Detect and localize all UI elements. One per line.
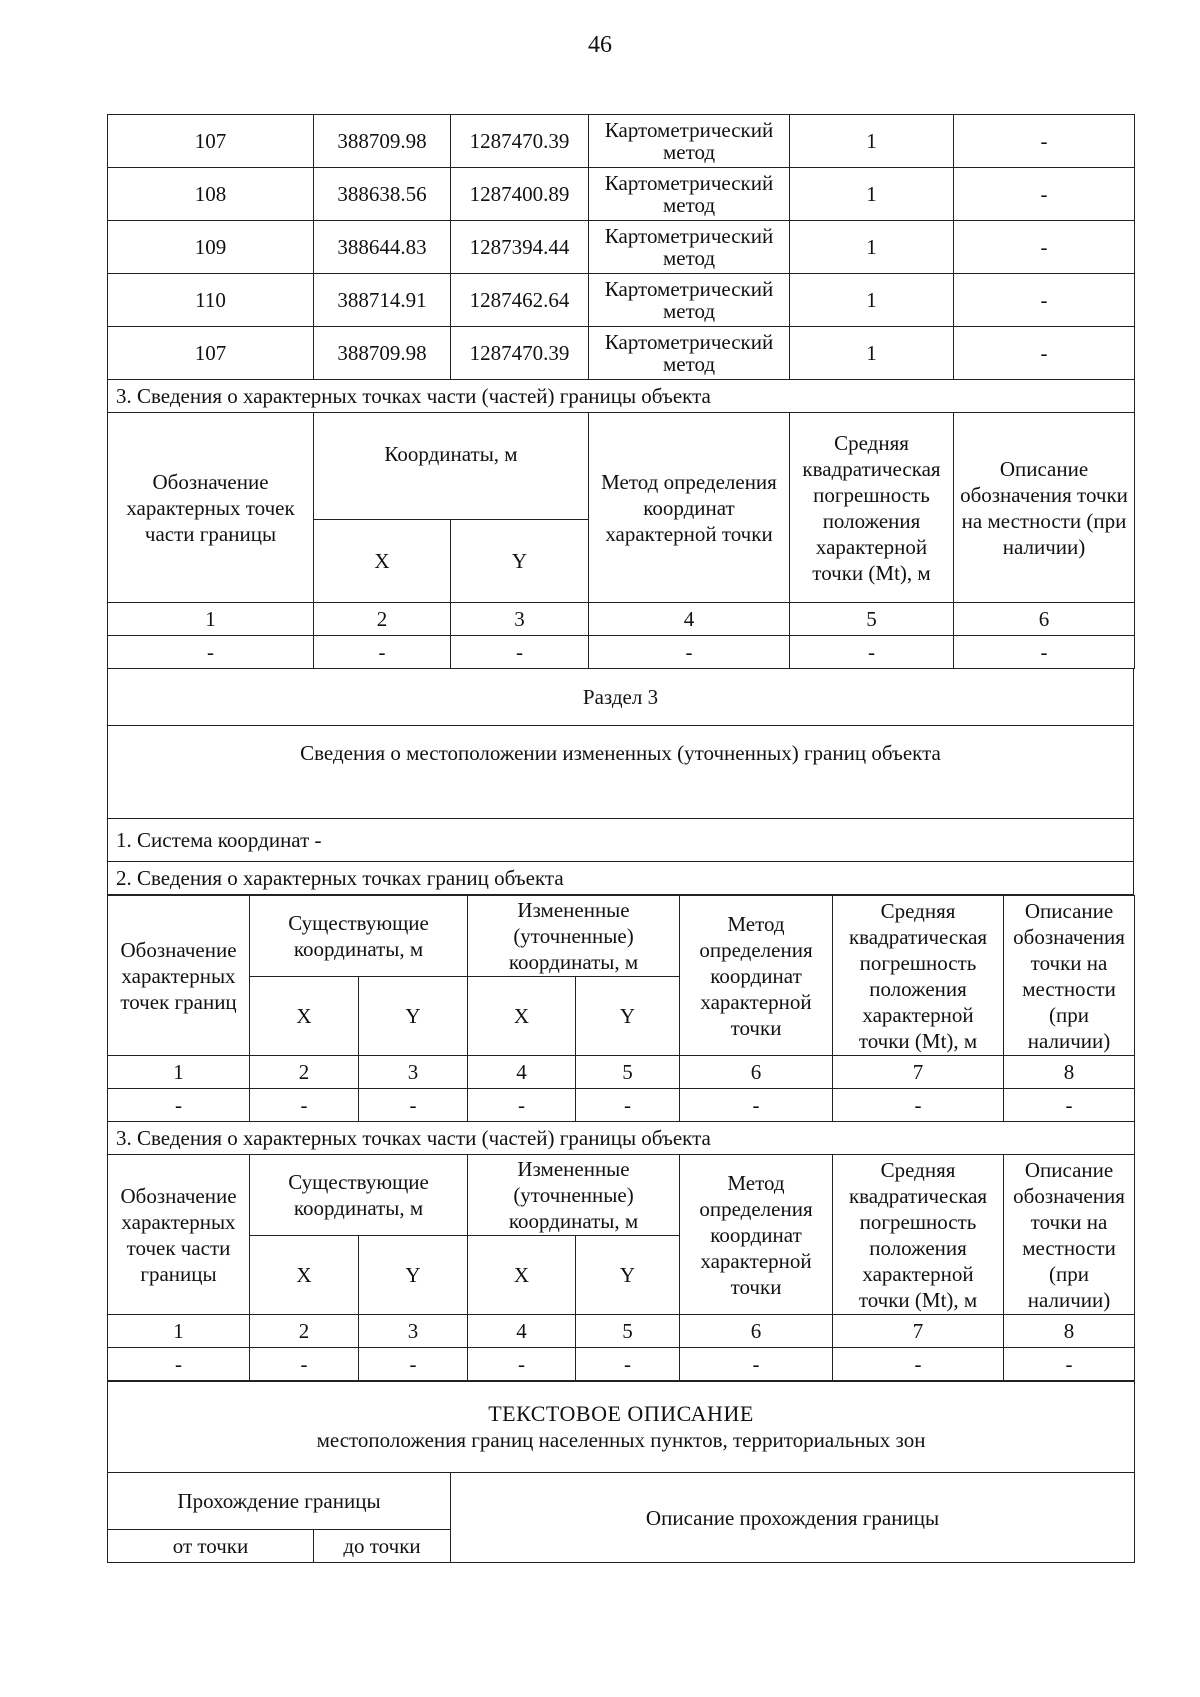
empty-data-row-cell: - — [790, 636, 954, 669]
point-number: 107 — [108, 115, 314, 168]
column-numbers-row-cell: 1 — [108, 1056, 250, 1089]
empty-data-row-cell: - — [250, 1089, 359, 1122]
point-number: 108 — [108, 168, 314, 221]
point-row — [108, 168, 1135, 221]
section3-heading: Раздел 3 — [108, 669, 1134, 726]
point-y: 1287394.44 — [451, 221, 589, 274]
point-x: 388709.98 — [314, 327, 451, 380]
point-method-line: метод — [662, 193, 716, 217]
to-point-header: до точки — [314, 1530, 451, 1563]
empty-data-row-cell: - — [1004, 1089, 1135, 1122]
q-y-changed-header: Y — [576, 1236, 680, 1315]
point-number: 109 — [108, 221, 314, 274]
section2-parts-title: 3. Сведения о характерных точках части (частей) границы объекта — [108, 380, 1135, 413]
column-numbers-row — [108, 1315, 1135, 1348]
document-sheet — [107, 114, 1134, 1563]
q-desc-header: Описание обозначения точки на местности (при наличии) — [1004, 1155, 1135, 1315]
point-x: 388709.98 — [314, 115, 451, 168]
point-method-line: Картометрический — [604, 330, 774, 354]
point-number: 107 — [108, 327, 314, 380]
text-description-table — [107, 1381, 1135, 1563]
q-x-changed-header: X — [468, 1236, 576, 1315]
point-y: 1287462.64 — [451, 274, 589, 327]
p-desc-header: Описание обозначения точки на местности (при наличии) — [1004, 896, 1135, 1056]
empty-data-row-cell: - — [576, 1089, 680, 1122]
point-mt: 1 — [790, 168, 954, 221]
point-desc: - — [954, 115, 1135, 168]
column-numbers-row-cell: 2 — [250, 1056, 359, 1089]
point-method — [589, 327, 790, 380]
column-numbers-row-cell: 2 — [314, 603, 451, 636]
column-numbers-row-cell: 7 — [833, 1315, 1004, 1348]
point-method-line: метод — [662, 299, 716, 323]
empty-data-row — [108, 1348, 1135, 1381]
column-numbers-row-cell: 1 — [108, 1315, 250, 1348]
point-method — [589, 274, 790, 327]
point-desc: - — [954, 327, 1135, 380]
empty-data-row-cell: - — [589, 636, 790, 669]
point-mt: 1 — [790, 221, 954, 274]
col-mt-header: Средняя квадратическая погрешность положения характерной точки (Mt), м — [790, 413, 954, 603]
p-changed-header: Измененные (уточненные) координаты, м — [468, 896, 680, 977]
section3-points-title: 2. Сведения о характерных точках границ объекта — [108, 862, 1134, 895]
point-method-line: метод — [662, 352, 716, 376]
empty-data-row-cell: - — [451, 636, 589, 669]
section2-table — [107, 114, 1135, 669]
section3-points-table — [107, 895, 1135, 1381]
point-row — [108, 274, 1135, 327]
column-numbers-row-cell: 6 — [954, 603, 1135, 636]
column-numbers-row-cell: 7 — [833, 1056, 1004, 1089]
q-mt-header: Средняя квадратическая погрешность положения характерной точки (Mt), м — [833, 1155, 1004, 1315]
column-numbers-row-cell: 6 — [680, 1315, 833, 1348]
section3-subheading: Сведения о местоположении измененных (уточненных) границ объекта — [108, 726, 1134, 819]
point-desc: - — [954, 274, 1135, 327]
point-desc: - — [954, 221, 1135, 274]
passage-description-header: Описание прохождения границы — [451, 1473, 1135, 1563]
col-desc-header: Описание обозначения точки на местности (при наличии) — [954, 413, 1135, 603]
empty-data-row-cell: - — [468, 1348, 576, 1381]
col-designation-header: Обозначение характерных точек части границы — [108, 413, 314, 603]
point-desc: - — [954, 168, 1135, 221]
p-designation-header: Обозначение характерных точек границ — [108, 896, 250, 1056]
point-row — [108, 221, 1135, 274]
empty-data-row-cell: - — [108, 636, 314, 669]
point-method-line: Картометрический — [604, 118, 774, 142]
p-y-existing-header: Y — [359, 977, 468, 1056]
point-method — [589, 168, 790, 221]
column-numbers-row-cell: 4 — [589, 603, 790, 636]
p-y-changed-header: Y — [576, 977, 680, 1056]
q-changed-header: Измененные (уточненные) координаты, м — [468, 1155, 680, 1236]
empty-data-row-cell: - — [954, 636, 1135, 669]
empty-data-row-cell: - — [576, 1348, 680, 1381]
empty-data-row-cell: - — [833, 1348, 1004, 1381]
p-x-changed-header: X — [468, 977, 576, 1056]
column-numbers-row-cell: 3 — [359, 1056, 468, 1089]
column-numbers-row-cell: 8 — [1004, 1056, 1135, 1089]
empty-data-row-cell: - — [108, 1348, 250, 1381]
empty-data-row-cell: - — [468, 1089, 576, 1122]
coord-system: 1. Система координат - — [108, 819, 1134, 862]
point-method-line: Картометрический — [604, 224, 774, 248]
point-y: 1287470.39 — [451, 327, 589, 380]
from-point-header: от точки — [108, 1530, 314, 1563]
point-mt: 1 — [790, 274, 954, 327]
col-method-header: Метод определения координат характерной точки — [589, 413, 790, 603]
p-method-header: Метод определения координат характерной точки — [680, 896, 833, 1056]
column-numbers-row-cell: 3 — [451, 603, 589, 636]
point-x: 388644.83 — [314, 221, 451, 274]
point-number: 110 — [108, 274, 314, 327]
empty-data-row — [108, 1089, 1135, 1122]
col-x-header: X — [314, 520, 451, 603]
q-designation-header: Обозначение характерных точек части границы — [108, 1155, 250, 1315]
point-method-line: метод — [662, 246, 716, 270]
point-method — [589, 221, 790, 274]
section3-header — [107, 669, 1134, 895]
column-numbers-row-cell: 4 — [468, 1315, 576, 1348]
point-x: 388638.56 — [314, 168, 451, 221]
column-numbers-row-cell: 3 — [359, 1315, 468, 1348]
column-numbers-row-cell: 8 — [1004, 1315, 1135, 1348]
text-description-subtitle: местоположения границ населенных пунктов, территориальных зон — [316, 1428, 926, 1452]
point-row — [108, 327, 1135, 380]
empty-data-row-cell: - — [680, 1089, 833, 1122]
point-method-line: Картометрический — [604, 277, 774, 301]
p-mt-header: Средняя квадратическая погрешность положения характерной точки (Mt), м — [833, 896, 1004, 1056]
q-x-existing-header: X — [250, 1236, 359, 1315]
col-y-header: Y — [451, 520, 589, 603]
point-x: 388714.91 — [314, 274, 451, 327]
p-existing-header: Существующие координаты, м — [250, 896, 468, 977]
column-numbers-row-cell: 5 — [790, 603, 954, 636]
column-numbers-row — [108, 603, 1135, 636]
empty-data-row-cell: - — [314, 636, 451, 669]
empty-data-row-cell: - — [1004, 1348, 1135, 1381]
point-method-line: метод — [662, 140, 716, 164]
column-numbers-row-cell: 5 — [576, 1056, 680, 1089]
section3-parts-title: 3. Сведения о характерных точках части (частей) границы объекта — [108, 1122, 1135, 1155]
point-y: 1287400.89 — [451, 168, 589, 221]
q-y-existing-header: Y — [359, 1236, 468, 1315]
text-description-header — [108, 1382, 1135, 1473]
column-numbers-row-cell: 6 — [680, 1056, 833, 1089]
empty-data-row-cell: - — [359, 1348, 468, 1381]
point-y: 1287470.39 — [451, 115, 589, 168]
point-row — [108, 115, 1135, 168]
empty-data-row-cell: - — [359, 1089, 468, 1122]
column-numbers-row-cell: 5 — [576, 1315, 680, 1348]
p-x-existing-header: X — [250, 977, 359, 1056]
column-numbers-row — [108, 1056, 1135, 1089]
passage-header: Прохождение границы — [108, 1473, 451, 1530]
q-existing-header: Существующие координаты, м — [250, 1155, 468, 1236]
point-method — [589, 115, 790, 168]
column-numbers-row-cell: 2 — [250, 1315, 359, 1348]
empty-data-row-cell: - — [108, 1089, 250, 1122]
page-number: 46 — [588, 32, 612, 58]
point-mt: 1 — [790, 115, 954, 168]
empty-data-row-cell: - — [250, 1348, 359, 1381]
column-numbers-row-cell: 1 — [108, 603, 314, 636]
point-mt: 1 — [790, 327, 954, 380]
empty-data-row-cell: - — [680, 1348, 833, 1381]
q-method-header: Метод определения координат характерной точки — [680, 1155, 833, 1315]
column-numbers-row-cell: 4 — [468, 1056, 576, 1089]
empty-data-row-cell: - — [833, 1089, 1004, 1122]
col-coords-header: Координаты, м — [314, 413, 589, 520]
text-description-title: ТЕКСТОВОЕ ОПИСАНИЕ — [488, 1401, 754, 1426]
point-method-line: Картометрический — [604, 171, 774, 195]
empty-data-row — [108, 636, 1135, 669]
